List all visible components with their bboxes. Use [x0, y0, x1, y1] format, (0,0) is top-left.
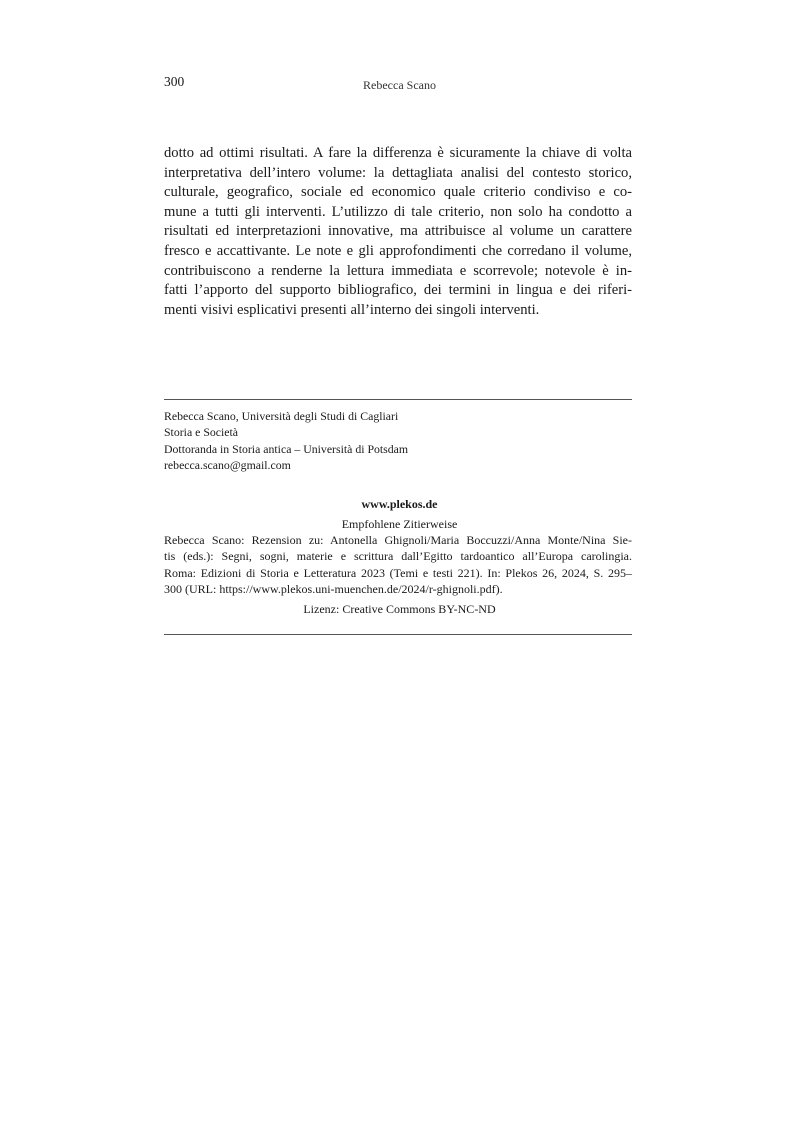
affiliation-line: Rebecca Scano, Università degli Studi di Cagliari — [164, 409, 399, 423]
body-line: risultati ed interpretazioni innovative, ma attribuisce al volume un carattere — [164, 223, 632, 240]
citation-line: tis (eds.): Segni, sogni, materie e scrittura dall’Egitto tardoantico all’Europa carolingia. — [164, 549, 632, 564]
affiliation-line: Dottoranda in Storia antica – Università di Potsdam — [164, 441, 409, 456]
author-affiliation — [164, 408, 408, 473]
body-paragraph — [164, 144, 632, 320]
license-text: Lizenz: Creative Commons BY-NC-ND — [303, 602, 496, 616]
divider-top — [164, 399, 632, 400]
citation-line: Rebecca Scano: Rezension zu: Antonella Ghignoli/Maria Boccuzzi/Anna Monte/Nina Sie- — [164, 533, 632, 547]
body-line: interpretativa dell’intero volume: la dettagliata analisi del contesto storico, — [164, 164, 632, 181]
citation-heading: Empfohlene Zitierweise — [341, 517, 458, 531]
page-number: 300 — [164, 74, 185, 89]
citation-line: Roma: Edizioni di Storia e Letteratura 2023 (Temi e testi 221). In: Plekos 26, 2024, S. 295– — [164, 565, 632, 580]
body-line: fatti l’apporto del supporto bibliografico, dei termini in lingua e dei riferi- — [164, 282, 632, 299]
affiliation-line: Storia e Società — [164, 425, 239, 440]
citation-line: 300 (URL: https://www.plekos.uni-muenchen.de/2024/r-ghignoli.pdf). — [164, 581, 503, 596]
body-line: menti visivi esplicativi presenti all’interno dei singoli interventi. — [164, 301, 540, 318]
site-link[interactable]: www.plekos.de — [361, 497, 438, 511]
running-head: Rebecca Scano — [363, 78, 436, 92]
body-line: culturale, geografico, sociale ed economico quale criterio condiviso e co- — [164, 184, 632, 201]
author-email[interactable]: rebecca.scano@gmail.com — [164, 457, 291, 472]
body-line: fresco e accattivante. Le note e gli approfondimenti che corredano il volume, — [164, 242, 632, 259]
body-line: mune a tutti gli interventi. L’utilizzo di tale criterio, non solo ha condotto a — [164, 203, 632, 220]
divider-bottom — [164, 634, 632, 635]
body-line: contribuiscono a renderne la lettura immediata e scorrevole; notevole è in- — [164, 262, 632, 279]
citation-text — [164, 532, 632, 597]
body-line: dotto ad ottimi risultati. A fare la differenza è sicuramente la chiave di volta — [164, 145, 632, 161]
